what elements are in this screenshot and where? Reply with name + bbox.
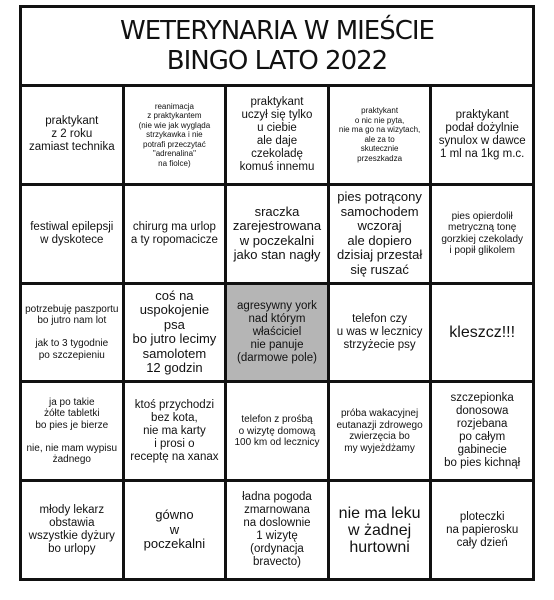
bingo-cell: coś na uspokojenie psa bo jutro lecimy samolotem 12 godzin [125, 285, 225, 381]
bingo-cell: pies potrącony samochodem wczoraj ale dopiero dzisiaj przestał się ruszać [330, 186, 430, 282]
bingo-cell: szczepionka donosowa rozjebana po całym gabinecie bo pies kichnął [432, 383, 532, 479]
bingo-cell: pies opierdolił metryczną tonę gorzkiej czekolady i popił glikolem [432, 186, 532, 282]
bingo-cell: reanimacja z praktykantem (nie wie jak wygląda strzykawka i nie potrafi przeczytać "adrenalina" na fiolce) [125, 87, 225, 183]
bingo-board [19, 5, 535, 581]
bingo-cell: praktykant z 2 roku zamiast technika [22, 87, 122, 183]
bingo-cell: praktykant podał dożylnie synulox w dawce 1 ml na 1kg m.c. [432, 87, 532, 183]
bingo-cell: praktykant o nic nie pyta, nie ma go na wizytach, ale za to skutecznie przeszkadza [330, 87, 430, 183]
bingo-cell: praktykant uczył się tylko u ciebie ale daje czekoladę komuś innemu [227, 87, 327, 183]
title-line-2: BINGO LATO 2022 [166, 46, 388, 76]
bingo-cell: ładna pogoda zmarnowana na doslownie 1 wizytę (ordynacja bravecto) [227, 482, 327, 578]
bingo-cell: próba wakacyjnej eutanazji zdrowego zwierzęcia bo my wyjeżdżamy [330, 383, 430, 479]
bingo-cell: gówno w poczekalni [125, 482, 225, 578]
bingo-title [22, 8, 532, 84]
bingo-cell: chirurg ma urlop a ty ropomacicze [125, 186, 225, 282]
bingo-cell: ktoś przychodzi bez kota, nie ma karty i prosi o receptę na xanax [125, 383, 225, 479]
bingo-cell: kleszcz!!! [432, 285, 532, 381]
bingo-cell: telefon z prośbą o wizytę domową 100 km od lecznicy [227, 383, 327, 479]
bingo-cell: festiwal epilepsji w dyskotece [22, 186, 122, 282]
bingo-cell: nie ma leku w żadnej hurtowni [330, 482, 430, 578]
title-line-1: WETERYNARIA W MIEŚCIE [119, 16, 434, 46]
bingo-cell: młody lekarz obstawia wszystkie dyżury bo urlopy [22, 482, 122, 578]
bingo-cell-free: agresywny york nad którym właściciel nie panuje (darmowe pole) [227, 285, 327, 381]
bingo-grid [22, 84, 532, 578]
bingo-cell: potrzebuję paszportu bo jutro nam lot jak to 3 tygodnie po szczepieniu [22, 285, 122, 381]
bingo-cell: ploteczki na papierosku cały dzień [432, 482, 532, 578]
bingo-cell: telefon czy u was w lecznicy strzyżecie psy [330, 285, 430, 381]
bingo-cell: ja po takie żółte tabletki bo pies je bierze nie, nie mam wypisu żadnego [22, 383, 122, 479]
bingo-cell: sraczka zarejestrowana w poczekalni jako stan nagły [227, 186, 327, 282]
